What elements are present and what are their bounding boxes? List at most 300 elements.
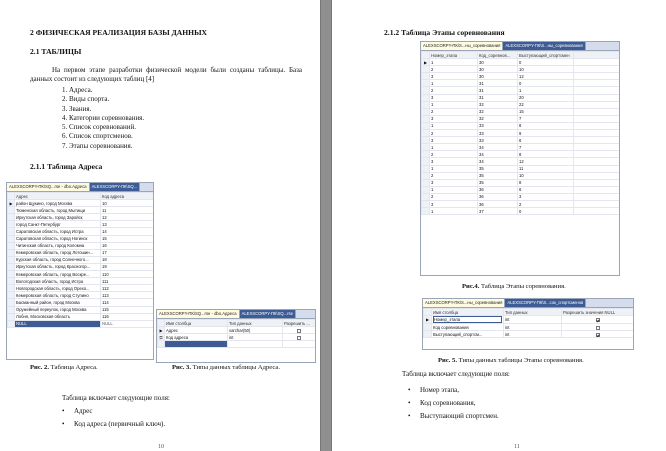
table-cell[interactable]: 34 — [478, 158, 518, 165]
table-cell[interactable]: Читинская область, город Коломна — [15, 242, 101, 249]
tab-active[interactable]: ALEXSCORPY-ПК\SQ...rse - dbo.Адреса — [157, 310, 240, 318]
table-cell[interactable]: 10 — [518, 172, 574, 179]
column-header: Тип данных — [228, 320, 283, 327]
table-cell[interactable]: 34 — [478, 151, 518, 158]
table-cell[interactable]: 32 — [478, 101, 518, 108]
row-selector — [422, 66, 430, 73]
list-item: 1. Адреса. — [62, 86, 93, 94]
row-selector: ▶ — [424, 316, 432, 324]
table-cell-blank — [574, 122, 620, 129]
row-selector-header — [422, 52, 430, 59]
row-selector — [422, 94, 430, 101]
stages-data-grid — [420, 41, 620, 276]
row-selector: ⚿ — [159, 334, 163, 340]
row-selector — [422, 165, 430, 172]
tab-active[interactable]: ALEXSCORPY-ПК\SQ...rse - dbo.Адреса — [7, 183, 90, 191]
table-row — [422, 66, 620, 73]
allow-nulls-checkbox[interactable] — [297, 336, 301, 340]
table-row — [8, 299, 154, 306]
field-item: • Адрес — [62, 405, 165, 418]
row-selector — [8, 214, 15, 221]
table-row — [8, 285, 154, 292]
table-list — [62, 86, 144, 151]
figure-caption-3: Рис. 3. Типы данных таблицы Адреса. — [172, 364, 280, 371]
table-cell[interactable]: 9 — [518, 130, 574, 137]
subheading-stages: 2.1.2 Таблица Этапы соревнования — [384, 28, 505, 37]
table-row — [8, 313, 154, 320]
table-cell[interactable]: 3 — [430, 200, 478, 207]
row-selector — [422, 193, 430, 200]
row-selector — [422, 101, 430, 108]
table-cell[interactable]: 8 — [518, 122, 574, 129]
table-cell[interactable]: 2 — [430, 130, 478, 137]
row-selector — [422, 179, 430, 186]
document-tabs — [421, 42, 619, 51]
table-cell[interactable]: 35 — [478, 179, 518, 186]
table-cell[interactable]: Кемеровская область, город Ступино — [15, 292, 101, 299]
table-row — [8, 221, 154, 228]
table-cell[interactable]: Иркутская область, город Заройск — [15, 214, 101, 221]
column-header: Имя столбца — [165, 320, 228, 327]
table-cell[interactable]: 12 — [101, 214, 154, 221]
table-cell[interactable]: 2 — [430, 193, 478, 200]
row-selector — [8, 228, 15, 235]
allow-nulls-checkbox[interactable] — [596, 318, 600, 322]
table-row — [422, 80, 620, 87]
table-cell-blank — [574, 130, 620, 137]
table-cell[interactable]: 11 — [101, 207, 154, 214]
table-row — [422, 151, 620, 158]
stages-column-types-grid — [422, 298, 634, 350]
list-item: 7. Этапы соревнования. — [62, 141, 133, 150]
column-header: Код_соревнов... — [478, 52, 518, 59]
table-cell[interactable]: Саратовская область, город Истра — [15, 228, 101, 235]
table-row — [8, 200, 154, 207]
column-header: Тип данных — [504, 309, 562, 316]
table-row — [422, 158, 620, 165]
table-row — [8, 207, 154, 214]
column-header: Разрешить ... — [283, 320, 316, 327]
document-tabs — [157, 310, 315, 319]
table-row — [422, 59, 620, 66]
data-type-cell[interactable]: int — [504, 331, 562, 338]
page-gutter — [320, 0, 332, 451]
row-selector — [8, 320, 15, 327]
table-cell[interactable]: 110 — [101, 271, 154, 278]
table-cell[interactable]: 33 — [478, 137, 518, 144]
data-type-cell[interactable]: int — [504, 324, 562, 331]
row-selector — [8, 299, 15, 306]
table-cell[interactable]: 20 — [518, 94, 574, 101]
table-cell[interactable]: Курская область, город Солнечного... — [15, 256, 101, 263]
column-definition-row — [424, 324, 634, 331]
table-cell[interactable]: 31 — [478, 87, 518, 94]
table-cell[interactable]: 1 — [430, 186, 478, 193]
column-name-cell[interactable]: Код адреса — [165, 334, 228, 341]
table-cell-blank — [574, 108, 620, 115]
table-cell-blank — [574, 137, 620, 144]
row-selector — [8, 278, 15, 285]
fields-list — [408, 384, 499, 423]
table-cell-blank — [574, 59, 620, 66]
table-cell[interactable]: NULL — [15, 320, 101, 327]
table-cell-blank — [574, 73, 620, 80]
table-row — [422, 101, 620, 108]
table-cell[interactable]: 19 — [101, 263, 154, 270]
table-cell[interactable]: 115 — [101, 306, 154, 313]
table-cell-blank — [574, 66, 620, 73]
table-cell[interactable]: 35 — [478, 172, 518, 179]
figure-caption-5: Рис. 5. Типы данных таблицы Этапы соревнования. — [438, 357, 584, 364]
row-selector-header — [158, 320, 165, 327]
column-name-edit[interactable]: Номер_этапа — [433, 316, 502, 323]
table-cell[interactable]: 3 — [518, 193, 574, 200]
tab-inactive[interactable]: ALEXSCORPY-ПК\SQ...rse — [240, 310, 296, 318]
table-cell[interactable]: 7 — [518, 144, 574, 151]
document-tabs — [7, 183, 153, 192]
row-selector — [422, 158, 430, 165]
table-row — [422, 87, 620, 94]
table-cell[interactable]: 8 — [518, 179, 574, 186]
table-cell[interactable]: 10 — [518, 66, 574, 73]
table-cell[interactable]: 18 — [101, 256, 154, 263]
row-selector — [8, 242, 15, 249]
table-cell[interactable]: 3 — [430, 115, 478, 122]
table-cell[interactable]: 36 — [478, 186, 518, 193]
table-row — [422, 108, 620, 115]
row-selector — [422, 137, 430, 144]
row-selector — [422, 200, 430, 207]
row-selector — [8, 285, 15, 292]
table-row — [8, 263, 154, 270]
row-selector — [422, 208, 430, 215]
table-cell[interactable]: 0 — [518, 80, 574, 87]
table-cell[interactable]: 13 — [101, 221, 154, 228]
table-cell[interactable]: 1 — [430, 208, 478, 215]
table-cell-blank — [574, 115, 620, 122]
table-row — [422, 137, 620, 144]
table-row — [422, 130, 620, 137]
table-cell-blank — [574, 87, 620, 94]
table-cell[interactable]: Оружейный переулок, город Москва — [15, 306, 101, 313]
table-cell[interactable]: 15 — [518, 108, 574, 115]
row-selector — [422, 144, 430, 151]
new-row-cell — [228, 341, 283, 348]
table-cell[interactable]: 17 — [101, 249, 154, 256]
table-cell[interactable]: 12 — [518, 73, 574, 80]
column-name-cell[interactable] — [432, 316, 504, 324]
row-selector — [8, 221, 15, 228]
row-selector — [8, 207, 15, 214]
address-column-types-grid — [156, 309, 316, 363]
column-name-cell[interactable]: Адрес — [165, 327, 228, 334]
allow-nulls-cell — [562, 316, 634, 324]
table-cell-blank — [574, 158, 620, 165]
table-cell[interactable]: Лобня, Московская область — [15, 313, 101, 320]
table-cell[interactable]: 3 — [430, 94, 478, 101]
section-heading: 2 ФИЗИЧЕСКАЯ РЕАЛИЗАЦИЯ БАЗЫ ДАННЫХ — [30, 28, 208, 37]
table-cell[interactable]: 3 — [430, 179, 478, 186]
table-row — [8, 228, 154, 235]
right-page — [332, 0, 666, 451]
table-cell[interactable]: 1 — [430, 80, 478, 87]
figure-caption-2: Рис. 2. Таблица Адреса. — [30, 364, 98, 371]
table-cell[interactable]: 2 — [430, 108, 478, 115]
table-row — [422, 165, 620, 172]
table-cell[interactable]: 1 — [430, 59, 478, 66]
table-cell[interactable]: 22 — [518, 101, 574, 108]
table-cell[interactable]: 33 — [478, 122, 518, 129]
table-cell[interactable]: 37 — [478, 208, 518, 215]
table-cell[interactable]: Кемеровская область, город Лотошин... — [15, 249, 101, 256]
row-selector — [422, 80, 430, 87]
table-cell[interactable]: 34 — [478, 144, 518, 151]
table-cell[interactable]: 1 — [430, 122, 478, 129]
table-cell[interactable]: 111 — [101, 278, 154, 285]
row-selector-header — [8, 193, 15, 200]
table-cell[interactable]: 35 — [478, 165, 518, 172]
field-item: • Выступающий спортсмен. — [408, 410, 499, 423]
row-selector — [422, 73, 430, 80]
allow-nulls-checkbox[interactable] — [596, 333, 600, 337]
page-number: 11 — [514, 444, 520, 450]
table-cell[interactable]: 1 — [430, 101, 478, 108]
row-selector — [422, 186, 430, 193]
table-cell[interactable]: 10 — [101, 200, 154, 207]
table-row — [8, 256, 154, 263]
field-item: • Номер этапа, — [408, 384, 499, 397]
table-row — [8, 242, 154, 249]
new-row-cell[interactable] — [165, 341, 228, 348]
list-item: 5. Список соревнований. — [62, 123, 136, 132]
allow-nulls-checkbox[interactable] — [596, 326, 600, 330]
tab-inactive[interactable]: ALEXSCORPY-ПК\S...сок_спортсменов — [505, 299, 586, 307]
column-header: Имя столбца — [432, 309, 504, 316]
column-header: Разрешить значения NULL — [562, 309, 634, 316]
table-cell[interactable]: 2 — [430, 172, 478, 179]
table-row — [8, 235, 154, 242]
row-selector — [422, 108, 430, 115]
column-definition-row — [424, 316, 634, 324]
new-row — [158, 341, 316, 348]
row-selector — [158, 341, 165, 348]
row-selector: ▶ — [9, 200, 13, 206]
table-cell[interactable]: 33 — [478, 130, 518, 137]
table-cell-blank — [574, 151, 620, 158]
row-selector: ▶ — [159, 327, 163, 333]
table-row — [422, 179, 620, 186]
column-header: Номер_этапа — [430, 52, 478, 59]
tab-active[interactable]: ALEXSCORPY-ПК\S...ны_соревнования — [421, 42, 503, 50]
table-cell[interactable]: NULL — [101, 320, 154, 327]
table-cell[interactable]: 36 — [478, 193, 518, 200]
table-row — [422, 186, 620, 193]
tab-inactive[interactable]: ALEXSCORPY-ПК\SQ... — [90, 183, 141, 191]
field-item: • Код соревнования, — [408, 397, 499, 410]
table-cell[interactable]: 12 — [518, 158, 574, 165]
table-cell-blank — [574, 193, 620, 200]
table-cell-blank — [574, 101, 620, 108]
table-row — [8, 214, 154, 221]
page-number: 10 — [158, 444, 164, 450]
table-cell[interactable]: 30 — [478, 73, 518, 80]
row-selector — [8, 249, 15, 256]
row-selector — [422, 130, 430, 137]
table-cell[interactable]: Тюменская область, город Мытищи — [15, 207, 101, 214]
table-row — [422, 172, 620, 179]
row-selector — [424, 324, 432, 331]
row-selector: ▶ — [422, 59, 430, 66]
list-item: 3. Звания. — [62, 104, 92, 113]
row-selector — [422, 151, 430, 158]
table-cell[interactable]: 7 — [518, 115, 574, 122]
table-row — [422, 73, 620, 80]
allow-nulls-cell — [283, 334, 316, 341]
row-selector — [8, 235, 15, 242]
column-definition-row — [158, 327, 316, 334]
table-cell[interactable]: 114 — [101, 299, 154, 306]
table-cell[interactable]: 0 — [518, 208, 574, 215]
data-type-cell[interactable]: int — [504, 316, 562, 324]
table-row — [422, 115, 620, 122]
table-cell[interactable]: 16 — [101, 242, 154, 249]
subheading-addresses: 2.1.1 Таблица Адреса — [30, 162, 103, 171]
table-cell[interactable]: 8 — [518, 151, 574, 158]
row-selector — [8, 271, 15, 278]
row-selector — [8, 263, 15, 270]
table-cell[interactable]: 14 — [101, 228, 154, 235]
row-selector — [424, 331, 432, 338]
table-cell[interactable]: 31 — [478, 80, 518, 87]
table-row — [8, 292, 154, 299]
table-cell[interactable]: город Санкт-Петербург — [15, 221, 101, 228]
table-cell[interactable]: Кемеровская область, город Воскре... — [15, 271, 101, 278]
table-cell[interactable]: 31 — [478, 94, 518, 101]
table-row — [422, 144, 620, 151]
table-cell[interactable]: Саратовская область, город Ногинск — [15, 235, 101, 242]
addresses-data-grid — [6, 182, 154, 360]
row-selector — [422, 115, 430, 122]
allow-nulls-checkbox[interactable] — [297, 329, 301, 333]
data-type-cell[interactable]: int — [228, 334, 283, 341]
subsection-heading: 2.1 ТАБЛИЦЫ — [30, 47, 82, 56]
table-cell[interactable]: Вологодская область, город Истра — [15, 278, 101, 285]
table-cell[interactable]: 30 — [478, 66, 518, 73]
table-cell[interactable]: 112 — [101, 285, 154, 292]
fields-intro: Таблица включает следующие поля: — [402, 370, 510, 378]
fields-intro: Таблица включает следующие поля: — [62, 394, 170, 402]
table-cell-blank — [574, 144, 620, 151]
column-header: Выступающий_спортсмен — [518, 52, 574, 59]
table-cell[interactable]: Басманный район, город Москва — [15, 299, 101, 306]
table-row — [8, 271, 154, 278]
column-header: Код адреса — [101, 193, 154, 200]
table-cell[interactable]: 11 — [518, 165, 574, 172]
table-cell[interactable]: 2 — [430, 151, 478, 158]
table-cell[interactable]: 36 — [478, 200, 518, 207]
table-cell[interactable]: 113 — [101, 292, 154, 299]
table-cell[interactable]: 32 — [478, 115, 518, 122]
table-row — [422, 208, 620, 215]
table-cell[interactable]: 32 — [478, 108, 518, 115]
row-selector — [422, 172, 430, 179]
field-item: • Код адреса (первичный ключ). — [62, 418, 165, 431]
table-cell[interactable]: район Щукино, город Москва — [15, 200, 101, 207]
table-cell[interactable]: 6 — [518, 186, 574, 193]
table-cell-blank — [574, 208, 620, 215]
table-cell[interactable]: 1 — [518, 87, 574, 94]
allow-nulls-cell — [562, 324, 634, 331]
document-tabs — [423, 299, 633, 308]
row-selector — [422, 87, 430, 94]
list-item: 2. Виды спорта. — [62, 95, 110, 104]
table-cell[interactable]: 0 — [518, 59, 574, 66]
table-row — [422, 122, 620, 129]
intro-paragraph: На первом этапе разработки физической модели были созданы таблицы. База данных состоит из следующих таблиц [4] — [30, 66, 302, 83]
table-row — [8, 306, 154, 313]
row-selector — [8, 313, 15, 320]
table-cell[interactable]: 3 — [430, 137, 478, 144]
table-cell[interactable]: 6 — [518, 137, 574, 144]
fields-list — [62, 405, 165, 431]
row-selector — [8, 292, 15, 299]
row-selector-header — [424, 309, 432, 316]
table-cell[interactable]: 3 — [430, 158, 478, 165]
table-cell-blank — [574, 165, 620, 172]
data-type-cell[interactable]: varchar(50) — [228, 327, 283, 334]
table-cell[interactable]: Новгородская область, город Орехо... — [15, 285, 101, 292]
column-definition-row — [158, 334, 316, 341]
table-cell-blank — [574, 186, 620, 193]
table-row — [8, 249, 154, 256]
tab-active[interactable]: ALEXSCORPY-ПК\S...ны_соревнования — [423, 299, 505, 307]
table-cell[interactable]: 116 — [101, 313, 154, 320]
table-cell-blank — [574, 172, 620, 179]
table-row — [422, 193, 620, 200]
table-cell[interactable]: 3 — [430, 73, 478, 80]
column-header-blank — [574, 52, 620, 59]
left-page — [0, 0, 320, 451]
column-definition-row — [424, 331, 634, 338]
row-selector — [8, 256, 15, 263]
table-cell[interactable]: 2 — [518, 200, 574, 207]
table-row — [8, 278, 154, 285]
figure-caption-4: Рис.4. Таблица Этапы соревнования. — [462, 283, 566, 290]
table-cell[interactable]: 15 — [101, 235, 154, 242]
table-row — [8, 320, 154, 327]
table-cell[interactable]: 30 — [478, 59, 518, 66]
column-name-cell[interactable]: Код соревнования — [432, 324, 504, 331]
table-cell-blank — [574, 200, 620, 207]
allow-nulls-cell — [562, 331, 634, 338]
tab-inactive[interactable]: ALEXSCORPY-ПК\S...ны_соревнования — [503, 42, 585, 50]
table-cell[interactable]: 2 — [430, 66, 478, 73]
table-row — [422, 200, 620, 207]
table-cell[interactable]: Иркутская область, город Красногор... — [15, 263, 101, 270]
row-selector — [8, 306, 15, 313]
column-name-cell[interactable]: Выступающий_спортсм... — [432, 331, 504, 338]
list-item: 6. Список спортсменов. — [62, 132, 133, 141]
table-cell-blank — [574, 94, 620, 101]
new-row-cell — [283, 341, 316, 348]
table-row — [422, 94, 620, 101]
table-cell-blank — [574, 179, 620, 186]
table-cell-blank — [574, 80, 620, 87]
table-cell[interactable]: 1 — [430, 165, 478, 172]
table-cell[interactable]: 2 — [430, 87, 478, 94]
table-cell[interactable]: 1 — [430, 144, 478, 151]
allow-nulls-cell — [283, 327, 316, 334]
